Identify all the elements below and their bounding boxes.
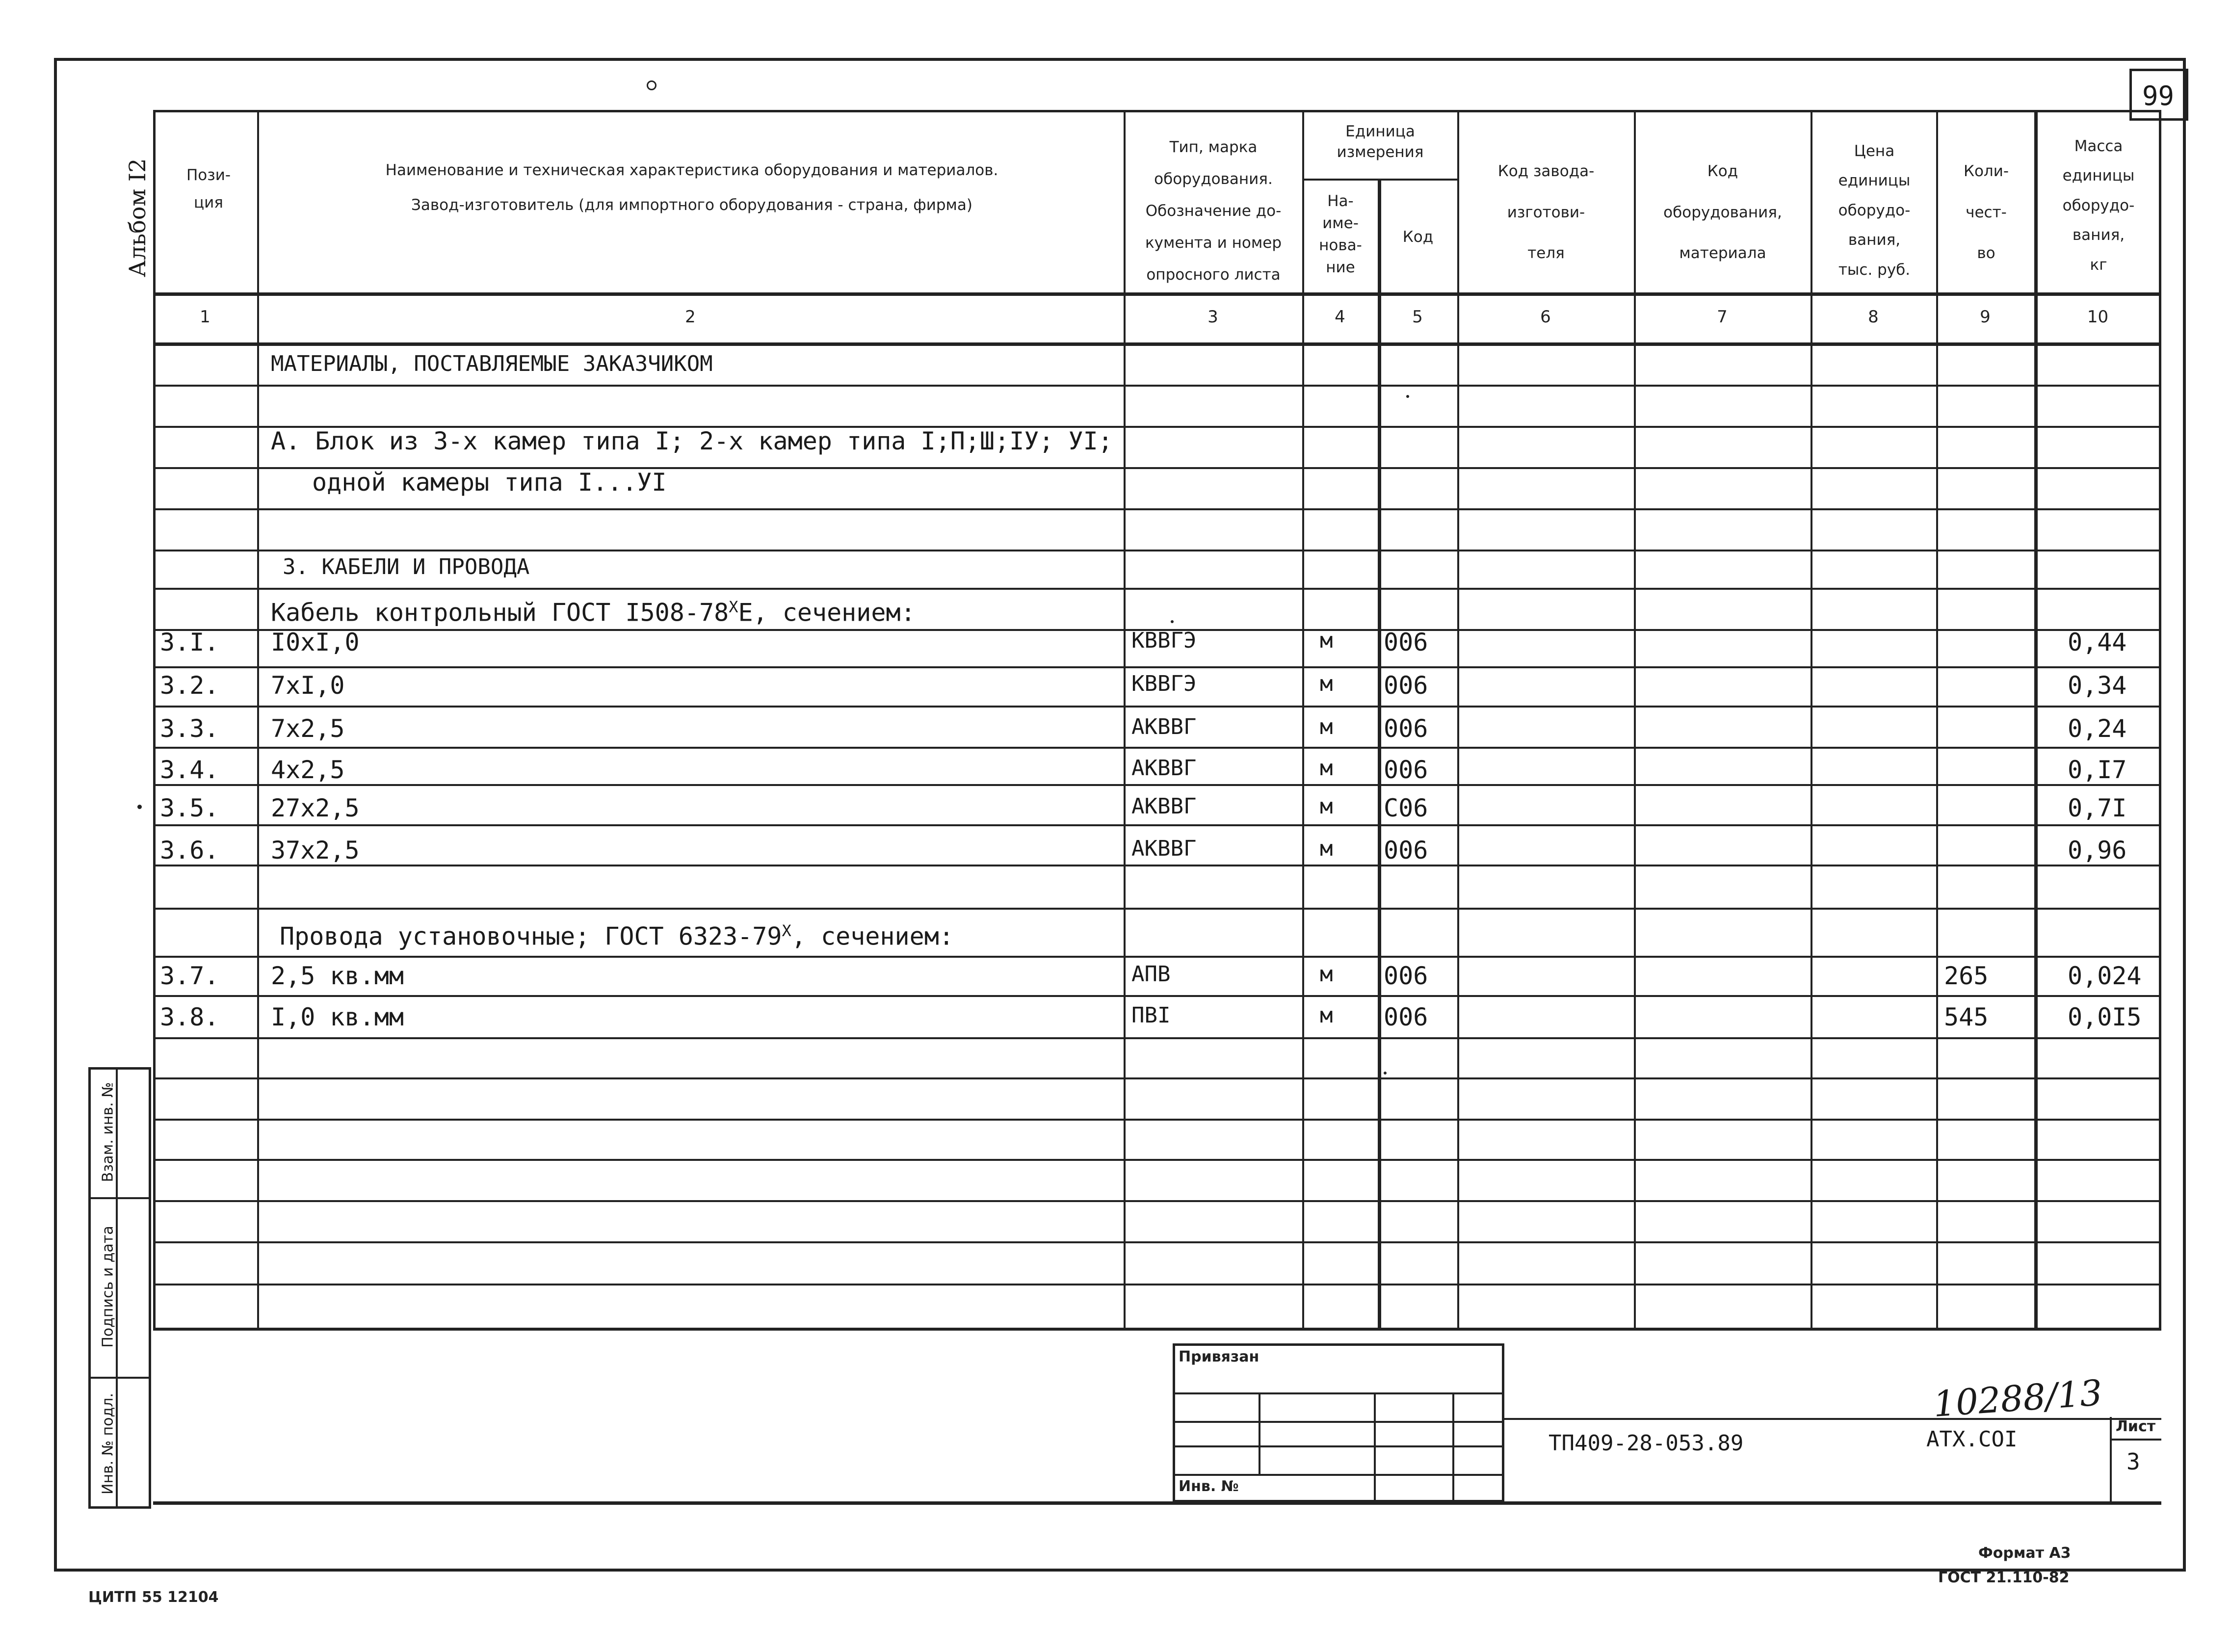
row-position: 3.8.	[160, 1003, 219, 1031]
row-position: 3.5.	[160, 794, 219, 822]
stamp-replace-inv: Взам. инв. №	[99, 1082, 117, 1182]
sheet-label: Лист	[2116, 1418, 2156, 1435]
privyazan-line-3	[1173, 1445, 1504, 1447]
row-unit: м	[1320, 714, 1333, 739]
cables-title: 3. КАБЕЛИ И ПРОВОДА	[283, 554, 530, 579]
row-line	[153, 865, 2161, 866]
sheet-corner-number: 99	[2142, 80, 2175, 111]
gost-label: ГОСТ 21.110-82	[1938, 1569, 2070, 1586]
row-mass: 0,24	[2068, 714, 2127, 743]
row-mass: 0,44	[2068, 628, 2127, 656]
header-quantity: Коли- чест- во	[1963, 162, 2009, 262]
row-unit: м	[1320, 671, 1333, 696]
handwritten-number: 10288/13	[1932, 1372, 2104, 1425]
stamp-inv-orig: Инв. № подл.	[99, 1393, 117, 1495]
row-code: 006	[1384, 628, 1428, 656]
cable-intro-tail: Е, сечением:	[738, 598, 916, 627]
scan-speck	[647, 80, 656, 90]
privyazan-label: Привязан	[1179, 1348, 1260, 1365]
col-line-2	[1124, 110, 1126, 1330]
row-type: КВВГЭ	[1131, 671, 1197, 696]
row-code: 006	[1384, 962, 1428, 990]
row-type: АКВВГ	[1131, 756, 1197, 781]
row-type: АПВ	[1131, 962, 1171, 987]
row-unit: м	[1320, 836, 1333, 861]
row-line	[153, 508, 2161, 510]
row-name: 7x2,5	[271, 714, 345, 743]
col-line-7	[1811, 110, 1812, 1330]
column-number-4: 4	[1335, 307, 1345, 327]
column-number-5: 5	[1412, 307, 1423, 327]
column-number-8: 8	[1868, 307, 1879, 327]
row-line	[153, 824, 2161, 826]
column-number-1: 1	[200, 307, 210, 327]
row-code: 006	[1384, 836, 1428, 865]
number-row-line	[153, 342, 2161, 346]
row-line	[153, 908, 2161, 910]
side-stamp-line-1	[88, 1197, 151, 1199]
block-a-line2: одной камеры типа I...УI	[312, 468, 667, 497]
row-line	[153, 588, 2161, 590]
doc-code-line	[1504, 1418, 2161, 1420]
side-stamp	[88, 1067, 151, 1509]
row-line	[153, 666, 2161, 668]
row-code: С06	[1384, 794, 1428, 822]
album-label: Альбом I2	[124, 158, 151, 277]
row-unit: м	[1320, 628, 1333, 653]
col-line-6	[1634, 110, 1636, 1330]
row-unit: м	[1320, 794, 1333, 819]
privyazan-line-2	[1173, 1421, 1504, 1423]
header-name: Наименование и техническая характеристика оборудования и материалов. Завод-изготовитель (для импортного оборудования - страна, фирма)	[385, 161, 998, 214]
row-mass: 0,I7	[2068, 756, 2127, 784]
wire-intro-tail: , сечением:	[791, 922, 954, 951]
wire-intro-sup: Х	[782, 921, 791, 940]
col-line-9	[2034, 110, 2038, 1330]
row-name: I0xI,0	[271, 628, 360, 656]
row-code: 006	[1384, 671, 1428, 700]
row-line	[153, 956, 2161, 958]
row-name: 7xI,0	[271, 671, 345, 700]
cable-intro-text: Кабель контрольный ГОСТ I508-78	[271, 598, 729, 627]
section-materials: МАТЕРИАЛЫ, ПОСТАВЛЯЕМЫЕ ЗАКАЗЧИКОМ	[271, 351, 713, 376]
row-position: 3.2.	[160, 671, 219, 700]
row-line	[153, 1037, 2161, 1039]
cable-intro	[271, 598, 916, 627]
header-position: Пози- ция	[186, 166, 231, 211]
row-line	[153, 995, 2161, 997]
row-line	[153, 1119, 2161, 1121]
row-type: АКВВГ	[1131, 714, 1197, 739]
row-mass: 0,0I5	[2068, 1003, 2142, 1031]
inv-no-label: Инв. №	[1179, 1478, 1239, 1495]
wire-intro-text: Провода установочные; ГОСТ 6323-79	[280, 922, 782, 951]
row-line	[153, 385, 2161, 387]
row-mass: 0,96	[2068, 836, 2127, 865]
header-unit-name: На- име- нова- ние	[1319, 192, 1362, 276]
scan-speck	[1384, 1072, 1387, 1075]
row-unit: м	[1320, 962, 1333, 987]
stamp-sign-date: Подпись и дата	[99, 1226, 117, 1348]
header-price: Цена единицы оборудо- вания, тыс. руб.	[1838, 142, 1911, 279]
privyazan-col-2	[1374, 1392, 1376, 1502]
scan-speck	[1406, 395, 1409, 398]
row-position: 3.7.	[160, 962, 219, 990]
title-block-top	[153, 1329, 2161, 1331]
row-line	[153, 1159, 2161, 1161]
print-code: ЦИТП 55 12104	[88, 1589, 219, 1606]
column-number-9: 9	[1980, 307, 1991, 327]
row-mass: 0,7I	[2068, 794, 2127, 822]
col-line-1	[257, 110, 259, 1330]
column-number-7: 7	[1717, 307, 1728, 327]
row-position: 3.3.	[160, 714, 219, 743]
title-block-bottom	[153, 1501, 2161, 1505]
column-number-2: 2	[685, 307, 696, 327]
cable-intro-sup: Х	[729, 598, 738, 616]
header-unit-code: Код	[1402, 228, 1434, 246]
row-type: АКВВГ	[1131, 836, 1197, 861]
privyazan-col-3	[1452, 1392, 1454, 1502]
row-name: 37x2,5	[271, 836, 360, 865]
scan-speck	[1171, 620, 1174, 623]
row-name: 4x2,5	[271, 756, 345, 784]
row-mass: 0,34	[2068, 671, 2127, 700]
header-plant-code: Код завода- изготови- теля	[1497, 162, 1595, 262]
row-unit: м	[1320, 756, 1333, 781]
row-line	[153, 1077, 2161, 1079]
privyazan-col-1	[1259, 1392, 1260, 1474]
column-number-10: 10	[2087, 307, 2109, 327]
wire-intro	[280, 921, 954, 951]
row-line	[153, 1284, 2161, 1285]
sheet-number: 3	[2126, 1448, 2140, 1475]
row-mass: 0,024	[2068, 962, 2142, 990]
row-line	[153, 706, 2161, 708]
row-code: 006	[1384, 1003, 1428, 1031]
row-type: ПВI	[1131, 1003, 1171, 1028]
row-code: 006	[1384, 756, 1428, 784]
col-line-3	[1302, 110, 1304, 1330]
header-unit-group: Единица измерения	[1337, 123, 1424, 161]
side-stamp-line-2	[88, 1377, 151, 1379]
doc-code: ТП409-28-053.89	[1549, 1431, 1744, 1456]
row-unit: м	[1320, 1003, 1333, 1028]
part-code: АТХ.СОI	[1926, 1427, 2018, 1452]
row-position: 3.6.	[160, 836, 219, 865]
row-name: 27x2,5	[271, 794, 360, 822]
scan-speck	[137, 805, 142, 809]
row-line	[153, 550, 2161, 551]
sheet-box-mid	[2110, 1439, 2161, 1441]
header-equipment-code: Код оборудования, материала	[1663, 162, 1782, 262]
col-line-8	[1936, 110, 1938, 1330]
row-quantity: 545	[1944, 1003, 1989, 1031]
row-line	[153, 1200, 2161, 1202]
row-type: АКВВГ	[1131, 794, 1197, 819]
column-number-3: 3	[1207, 307, 1218, 327]
privyazan-line-1	[1173, 1392, 1504, 1394]
row-type: КВВГЭ	[1131, 628, 1197, 653]
format-label: Формат А3	[1978, 1545, 2071, 1562]
header-mass: Масса единицы оборудо- вания, кг	[2062, 137, 2135, 274]
row-position: 3.4.	[160, 756, 219, 784]
header-bottom-line	[153, 292, 2161, 296]
row-position: 3.I.	[160, 628, 219, 656]
row-line	[153, 747, 2161, 749]
row-code: 006	[1384, 714, 1428, 743]
row-line	[153, 1241, 2161, 1243]
row-name: I,0 кв.мм	[271, 1003, 404, 1031]
row-quantity: 265	[1944, 962, 1989, 990]
sheet-box-left	[2110, 1417, 2112, 1502]
row-name: 2,5 кв.мм	[271, 962, 404, 990]
header-type: Тип, марка оборудования. Обозначение до- кумента и номер опросного листа	[1145, 138, 1282, 284]
privyazan-line-4	[1173, 1474, 1504, 1476]
block-a-line1: А. Блок из 3-х камер типа I; 2-х камер типа I;П;Ш;IУ; УI;	[271, 427, 1113, 455]
row-line	[153, 784, 2161, 786]
col-line-5	[1457, 110, 1459, 1330]
column-number-6: 6	[1540, 307, 1551, 327]
col-line-4	[1378, 179, 1381, 1330]
